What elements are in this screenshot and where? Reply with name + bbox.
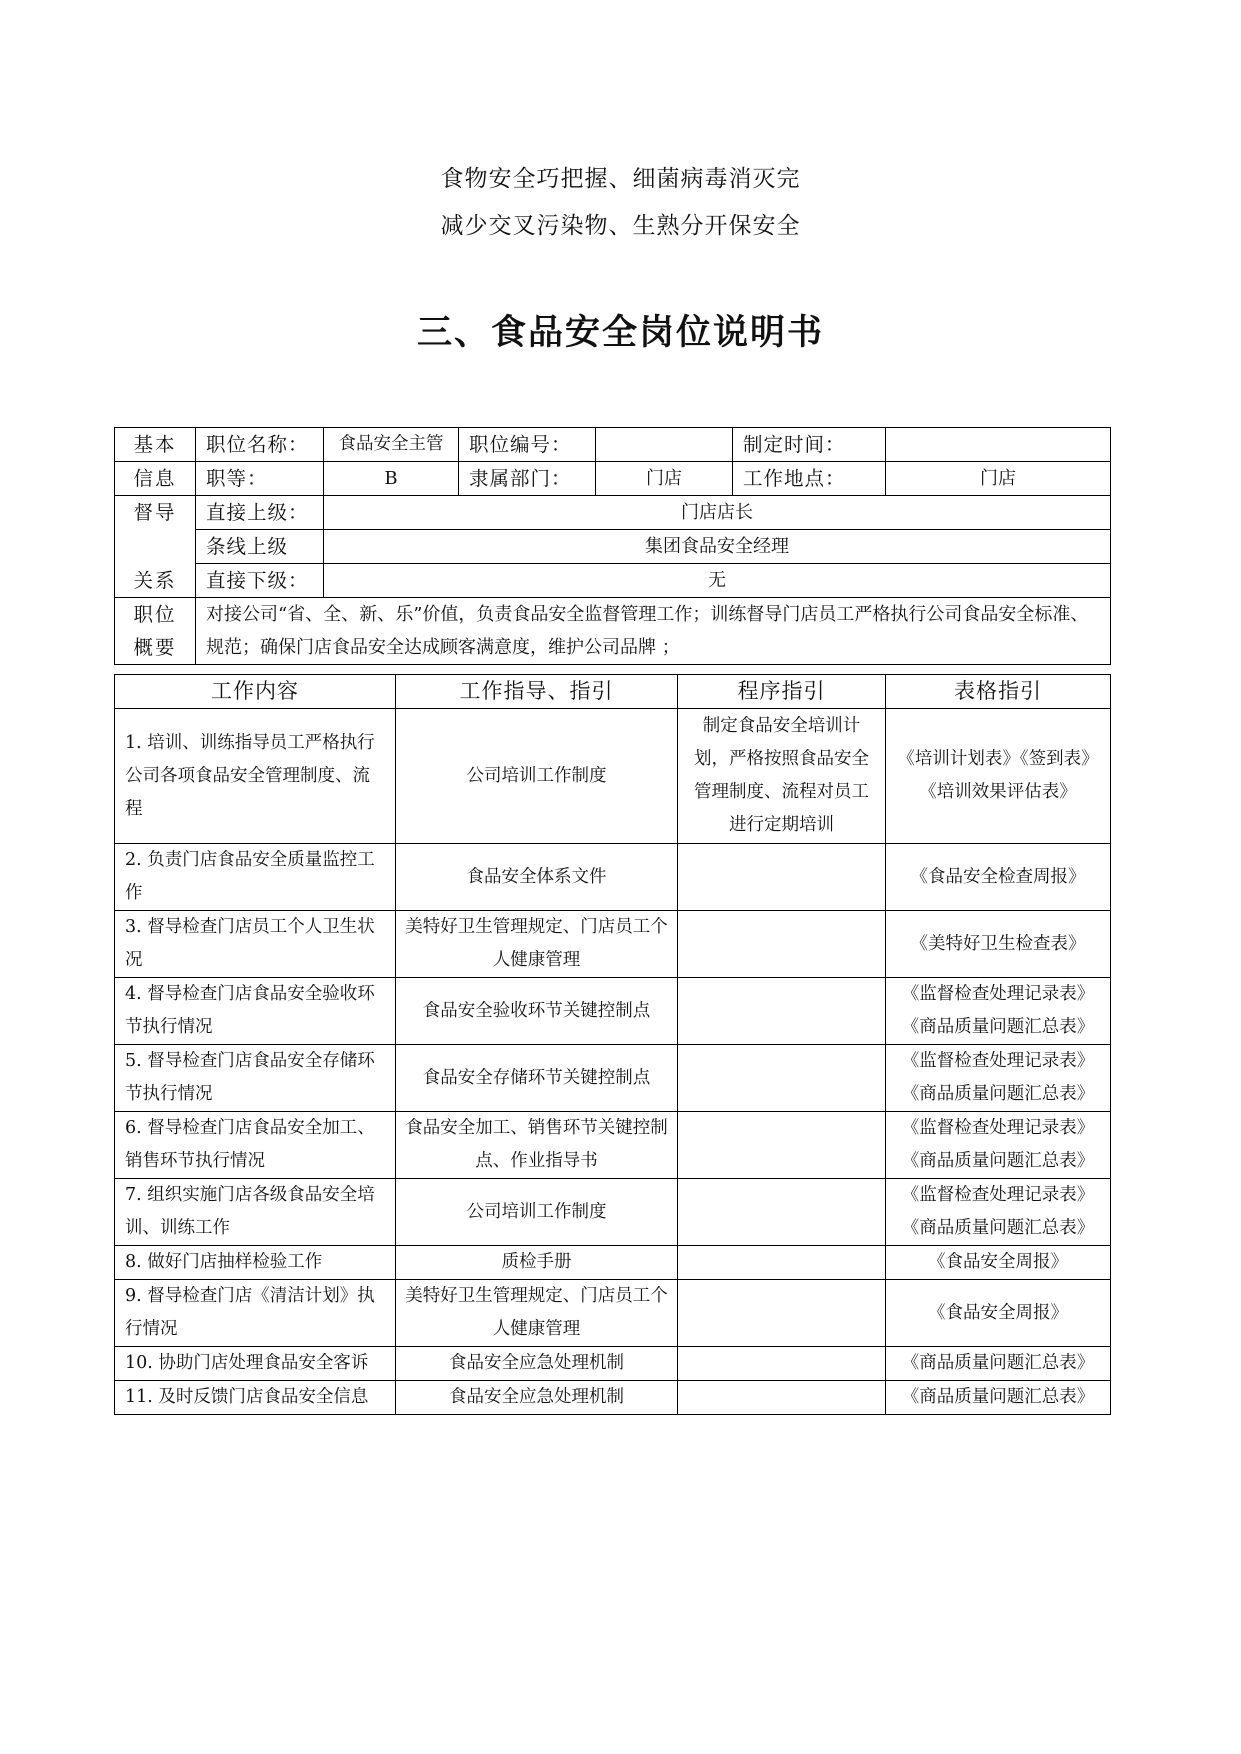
row-procedure — [678, 1179, 886, 1246]
location-label: 工作地点： — [733, 462, 886, 496]
supervision-label-bottom: 关系 — [133, 569, 177, 592]
row-guide: 食品安全验收环节关键控制点 — [396, 978, 678, 1045]
table-row — [115, 978, 1111, 1045]
table-row — [115, 1280, 1111, 1347]
row-guide: 美特好卫生管理规定、门店员工个人健康管理 — [396, 911, 678, 978]
row-guide: 食品安全应急处理机制 — [396, 1347, 678, 1381]
row-content: 10. 协助门店处理食品安全客诉 — [115, 1347, 396, 1381]
row-guide: 食品安全加工、销售环节关键控制点、作业指导书 — [396, 1112, 678, 1179]
position-code-value — [596, 428, 733, 462]
row-procedure — [678, 911, 886, 978]
row-procedure — [678, 1246, 886, 1280]
grade-value: B — [324, 462, 459, 496]
position-name-label: 职位名称： — [196, 428, 324, 462]
table-row — [115, 911, 1111, 978]
row-content: 1. 培训、训练指导员工严格执行公司各项食品安全管理制度、流程 — [115, 709, 396, 844]
department-label: 隶属部门： — [459, 462, 596, 496]
direct-subordinate-value: 无 — [324, 564, 1111, 598]
location-value: 门店 — [886, 462, 1111, 496]
table-row — [115, 1112, 1111, 1179]
row-guide: 食品安全体系文件 — [396, 844, 678, 911]
row-content: 4. 督导检查门店食品安全验收环节执行情况 — [115, 978, 396, 1045]
row-procedure — [678, 844, 886, 911]
row-procedure — [678, 1347, 886, 1381]
row-content: 3. 督导检查门店员工个人卫生状况 — [115, 911, 396, 978]
row-content: 5. 督导检查门店食品安全存储环节执行情况 — [115, 1045, 396, 1112]
row-procedure — [678, 1112, 886, 1179]
duties-table — [114, 674, 1111, 1415]
direct-subordinate-label: 直接下级： — [196, 564, 324, 598]
department-value: 门店 — [596, 462, 733, 496]
row-content: 7. 组织实施门店各级食品安全培训、训练工作 — [115, 1179, 396, 1246]
row-procedure — [678, 1280, 886, 1347]
table-row — [115, 844, 1111, 911]
grade-label: 职等： — [196, 462, 324, 496]
direct-superior-value: 门店店长 — [324, 496, 1111, 530]
header-work-content: 工作内容 — [115, 675, 396, 709]
slogan-line-1: 食物安全巧把握、细菌病毒消灭完 — [440, 166, 801, 192]
summary-text: 对接公司“省、全、新、乐”价值，负责食品安全监督管理工作；训练督导门店员工严格执行公司食品安全标准、规范；确保门店食品安全达成顾客满意度，维护公司品牌 ； — [196, 598, 1111, 665]
supervision-label-top: 督导 — [133, 501, 177, 524]
row-guide: 公司培训工作制度 — [396, 1179, 678, 1246]
position-code-label: 职位编号： — [459, 428, 596, 462]
page-title: 三、食品安全岗位说明书 — [416, 313, 824, 353]
summary-label-top: 职位 — [133, 603, 177, 626]
line-superior-value: 集团食品安全经理 — [324, 530, 1111, 564]
row-guide: 食品安全应急处理机制 — [396, 1381, 678, 1415]
basic-info-group-label-2: 信息 — [115, 462, 196, 496]
row-guide: 公司培训工作制度 — [396, 709, 678, 844]
basic-info-group-label: 基本 — [115, 428, 196, 462]
row-forms: 《监督检查处理记录表》 《商品质量问题汇总表》 — [886, 1179, 1111, 1246]
row-procedure — [678, 978, 886, 1045]
row-forms: 《商品质量问题汇总表》 — [886, 1347, 1111, 1381]
row-guide: 美特好卫生管理规定、门店员工个人健康管理 — [396, 1280, 678, 1347]
header-procedure: 程序指引 — [678, 675, 886, 709]
row-guide: 食品安全存储环节关键控制点 — [396, 1045, 678, 1112]
table-row — [115, 1179, 1111, 1246]
row-forms: 《商品质量问题汇总表》 — [886, 1381, 1111, 1415]
supervision-group-label — [115, 496, 196, 598]
table-row — [115, 1045, 1111, 1112]
direct-superior-label: 直接上级： — [196, 496, 324, 530]
row-content: 2. 负责门店食品安全质量监控工作 — [115, 844, 396, 911]
row-content: 6. 督导检查门店食品安全加工、销售环节执行情况 — [115, 1112, 396, 1179]
table-row — [115, 1381, 1111, 1415]
table-row — [115, 1246, 1111, 1280]
header-forms: 表格指引 — [886, 675, 1111, 709]
row-forms: 《监督检查处理记录表》 《商品质量问题汇总表》 — [886, 1045, 1111, 1112]
summary-label-bottom: 概要 — [133, 636, 177, 659]
row-forms: 《培训计划表》《签到表》 《培训效果评估表》 — [886, 709, 1111, 844]
row-forms: 《监督检查处理记录表》 《商品质量问题汇总表》 — [886, 978, 1111, 1045]
summary-label — [115, 598, 196, 665]
row-procedure: 制定食品安全培训计划，严格按照食品安全管理制度、流程对员工进行定期培训 — [678, 709, 886, 844]
table-row — [115, 1347, 1111, 1381]
row-procedure — [678, 1045, 886, 1112]
basic-info-table — [114, 427, 1111, 665]
row-guide: 质检手册 — [396, 1246, 678, 1280]
date-label: 制定时间： — [733, 428, 886, 462]
row-forms: 《美特好卫生检查表》 — [886, 911, 1111, 978]
position-name-value: 食品安全主管 — [324, 428, 459, 462]
header-work-guide: 工作指导、指引 — [396, 675, 678, 709]
row-content: 11. 及时反馈门店食品安全信息 — [115, 1381, 396, 1415]
row-forms: 《食品安全周报》 — [886, 1246, 1111, 1280]
slogan-line-2: 减少交叉污染物、生熟分开保安全 — [440, 213, 801, 239]
row-procedure — [678, 1381, 886, 1415]
table-row — [115, 709, 1111, 844]
row-content: 9. 督导检查门店《清洁计划》执行情况 — [115, 1280, 396, 1347]
row-forms: 《监督检查处理记录表》 《商品质量问题汇总表》 — [886, 1112, 1111, 1179]
date-value — [886, 428, 1111, 462]
row-forms: 《食品安全检查周报》 — [886, 844, 1111, 911]
line-superior-label: 条线上级 — [196, 530, 324, 564]
row-forms: 《食品安全周报》 — [886, 1280, 1111, 1347]
row-content: 8. 做好门店抽样检验工作 — [115, 1246, 396, 1280]
